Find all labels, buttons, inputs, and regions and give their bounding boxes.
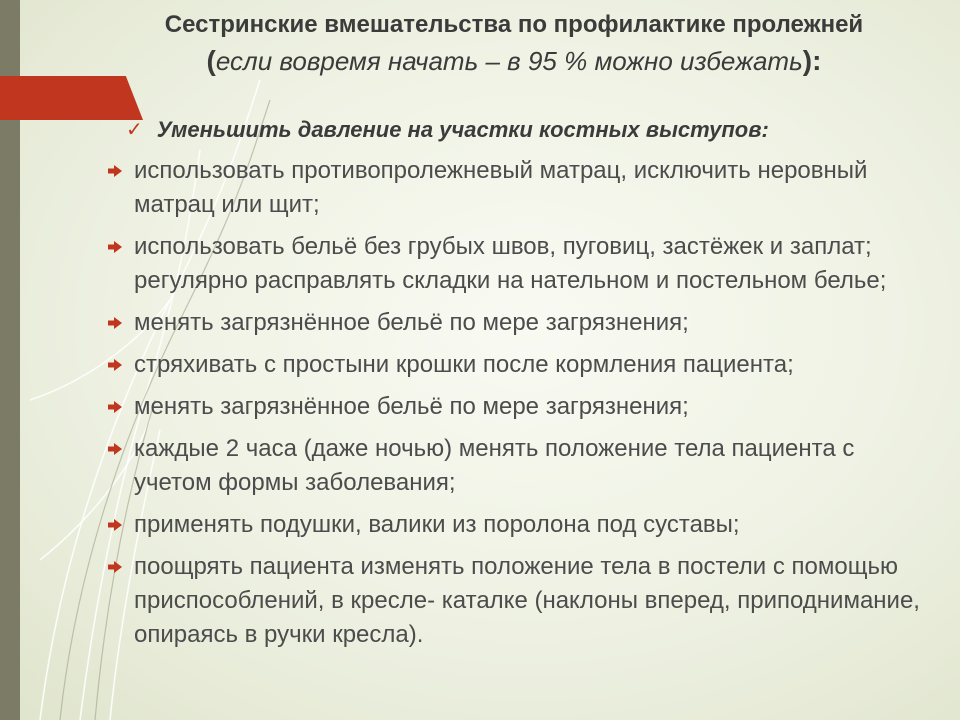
arrow-bullet-icon (108, 306, 124, 340)
list-item (108, 508, 938, 542)
section-heading (126, 110, 938, 150)
list-item (108, 306, 938, 340)
list-item (108, 154, 938, 222)
list-item (108, 432, 938, 500)
title-subtitle: если вовремя начать – в 95 % можно избежать (215, 46, 803, 76)
bullet-list (108, 154, 938, 652)
list-item (108, 348, 938, 382)
list-item (108, 550, 938, 652)
slide-content (108, 110, 938, 660)
check-icon: ✓ (126, 119, 143, 141)
title-paren-open: ( (206, 45, 216, 76)
arrow-bullet-icon (108, 508, 124, 542)
title-paren-close: ): (802, 45, 822, 76)
title-main: Сестринские вмешательства по профилактике пролежней (164, 11, 864, 38)
list-item (108, 390, 938, 424)
arrow-bullet-icon (108, 432, 124, 466)
list-item-text: поощрять пациента изменять положение тела в постели с помощью приспособлений, в кресле- каталке (наклоны вперед, приподнимание, опираясь в ручки кресла). (134, 553, 920, 648)
slide-title (84, 8, 944, 80)
arrow-bullet-icon (108, 390, 124, 424)
list-item-text: применять подушки, валики из поролона под суставы; (134, 511, 740, 538)
list-item-text: менять загрязнённое бельё по мере загрязнения; (134, 309, 689, 336)
list-item-text: использовать бельё без грубых швов, пуговиц, застёжек и заплат; регулярно расправлять складки на нательном и постельном белье; (134, 233, 887, 294)
arrow-bullet-icon (108, 230, 124, 264)
list-item-text: каждые 2 часа (даже ночью) менять положение тела пациента с учетом формы заболевания; (134, 435, 855, 496)
arrow-bullet-icon (108, 154, 124, 188)
list-item-text: стряхивать с простыни крошки после кормления пациента; (134, 351, 794, 378)
arrow-bullet-icon (108, 550, 124, 584)
list-item (108, 230, 938, 298)
title-subtitle-line (84, 42, 944, 80)
section-heading-text: Уменьшить давление на участки костных выступов: (156, 117, 769, 142)
list-item-text: менять загрязнённое бельё по мере загрязнения; (134, 393, 689, 420)
arrow-bullet-icon (108, 348, 124, 382)
list-item-text: использовать противопролежневый матрац, исключить неровный матрац или щит; (134, 157, 868, 218)
